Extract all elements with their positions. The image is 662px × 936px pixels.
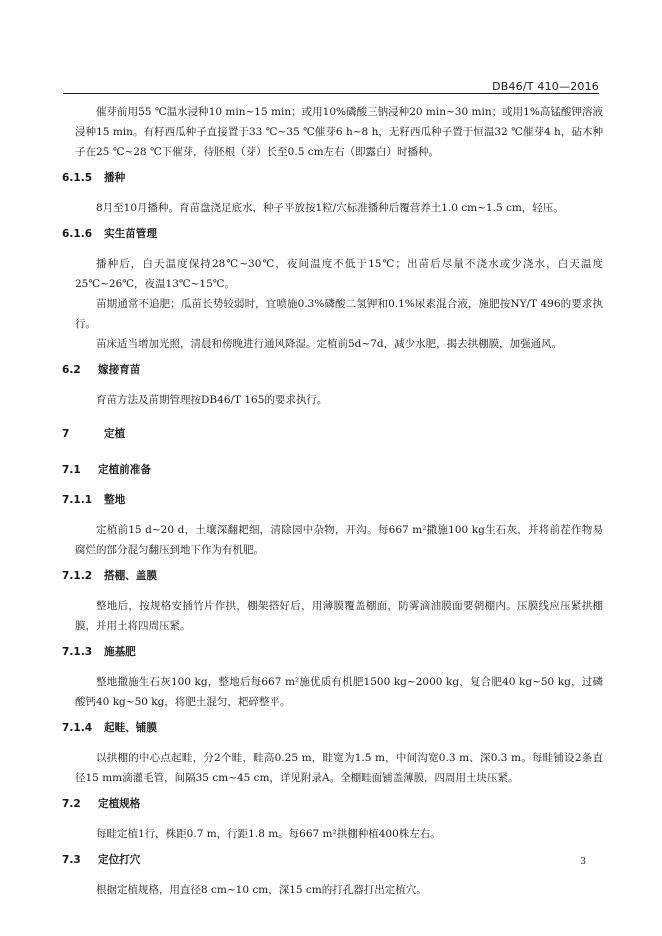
paragraph-seedling-fertilizer: 苗期通常不追肥；瓜苗长势较弱时，宜喷施0.3%磷酸二氢钾和0.1%尿素混合液，施肥按NY/T 496的要求执行。 bbox=[75, 298, 603, 330]
section-title: 定植 bbox=[104, 428, 126, 440]
header-rule bbox=[63, 93, 599, 94]
section-number: 7.1.4 bbox=[62, 722, 93, 734]
section-number: 7.1.1 bbox=[62, 494, 93, 506]
paragraph-ridging-mulching: 以拱棚的中心点起畦，分2个畦，畦高0.25 m，畦宽为1.5 m，中间沟宽0.3 m、深0.3 m。每畦铺设2条直径15 mm滴灌毛管，间隔35 cm~45 cm，详见附录A。全棚畦面铺盖薄膜，四周用土块压紧。 bbox=[75, 752, 603, 784]
standard-number: DB46/T 410—2016 bbox=[492, 80, 599, 93]
section-7-1-3-heading bbox=[62, 642, 603, 662]
section-6-1-5-heading bbox=[62, 168, 603, 188]
paragraph-seedling-light: 苗床适当增加光照，清晨和傍晚进行通风降湿。定植前5d~7d，减少水肥，揭去拱棚膜，加强通风。 bbox=[96, 338, 563, 350]
section-7-1-4-heading bbox=[62, 718, 603, 738]
section-7-heading bbox=[62, 424, 603, 444]
section-number: 6.2 bbox=[62, 364, 81, 376]
document-body bbox=[62, 102, 603, 900]
section-7-3-heading bbox=[62, 850, 603, 870]
section-title: 施基肥 bbox=[104, 646, 136, 658]
section-number: 6.1.6 bbox=[62, 228, 93, 240]
section-number: 7.1 bbox=[62, 464, 81, 476]
section-number: 6.1.5 bbox=[62, 172, 93, 184]
section-number: 7.1.2 bbox=[62, 570, 93, 582]
section-title: 播种 bbox=[104, 172, 126, 184]
section-7-1-heading bbox=[62, 460, 603, 480]
section-6-2-heading bbox=[62, 360, 603, 380]
section-7-1-2-heading bbox=[62, 566, 603, 586]
section-6-1-6-heading bbox=[62, 224, 603, 244]
paragraph-germination: 催芽前用55 ℃温水浸种10 min~15 min；或用10%磷酸三钠浸种20 min~30 min；或用1%高锰酸钾溶液浸种15 min。有籽西瓜种子直接置于33 ℃~35 ℃催芽6 h~8 h，无籽西瓜种子置于恒温32 ℃催芽4 h，砧木种子在25 ℃~28 ℃下催芽，待胚根（芽）长至0.5 cm左右（即露白）时播种。 bbox=[75, 106, 603, 158]
section-title: 整地 bbox=[104, 494, 126, 506]
section-7-2-heading bbox=[62, 794, 603, 814]
page-number: 3 bbox=[580, 857, 586, 867]
paragraph-base-fertilizer: 整地撒施生石灰100 kg，整地后每667 m²施优质有机肥1500 kg~2000 kg，复合肥40 kg~50 kg，过磷酸钙40 kg~50 kg，将肥土混匀，耙碎整平。 bbox=[75, 676, 603, 708]
paragraph-grafting: 育苗方法及苗期管理按DB46/T 165的要求执行。 bbox=[96, 394, 328, 406]
section-title: 实生苗管理 bbox=[104, 228, 157, 240]
paragraph-shed-film: 整地后，按规格安插竹片作拱，棚架搭好后，用薄膜覆盖棚面，防雾滴油膜面要朝棚内。压膜线应压紧拱棚膜，并用土将四周压紧。 bbox=[75, 600, 603, 632]
section-title: 定植前准备 bbox=[98, 464, 151, 476]
paragraph-seedling-temperature: 播种后，白天温度保持28℃~30℃，夜间温度不低于15℃；出苗后尽量不浇水或少浇水，白天温度25℃~26℃，夜温13℃~15℃。 bbox=[75, 258, 603, 290]
section-title: 搭棚、盖膜 bbox=[104, 570, 157, 582]
paragraph-hole-punching: 根据定植规格，用直径8 cm~10 cm，深15 cm的打孔器打出定植穴。 bbox=[96, 884, 427, 896]
paragraph-sowing: 8月至10月播种。育苗盘浇足底水，种子平放按1粒/穴标准播种后覆营养土1.0 cm~1.5 cm，轻压。 bbox=[96, 202, 564, 214]
section-number: 7.3 bbox=[62, 854, 81, 866]
section-number: 7.2 bbox=[62, 798, 81, 810]
section-number: 7.1.3 bbox=[62, 646, 93, 658]
section-title: 定植规格 bbox=[98, 798, 141, 810]
paragraph-planting-spec: 每畦定植1行，株距0.7 m，行距1.8 m。每667 m²拱棚种植400株左右。 bbox=[96, 828, 441, 840]
section-title: 嫁接育苗 bbox=[98, 364, 141, 376]
paragraph-land-preparation: 定植前15 d~20 d，土壤深翻耙细，清除园中杂物，开沟。每667 m²撒施100 kg生石灰，并将前茬作物易腐烂的部分混匀翻压到地下作为有机肥。 bbox=[75, 524, 603, 556]
section-7-1-1-heading bbox=[62, 490, 603, 510]
section-title: 起畦、铺膜 bbox=[104, 722, 157, 734]
section-title: 定位打穴 bbox=[98, 854, 141, 866]
section-number: 7 bbox=[62, 428, 70, 440]
